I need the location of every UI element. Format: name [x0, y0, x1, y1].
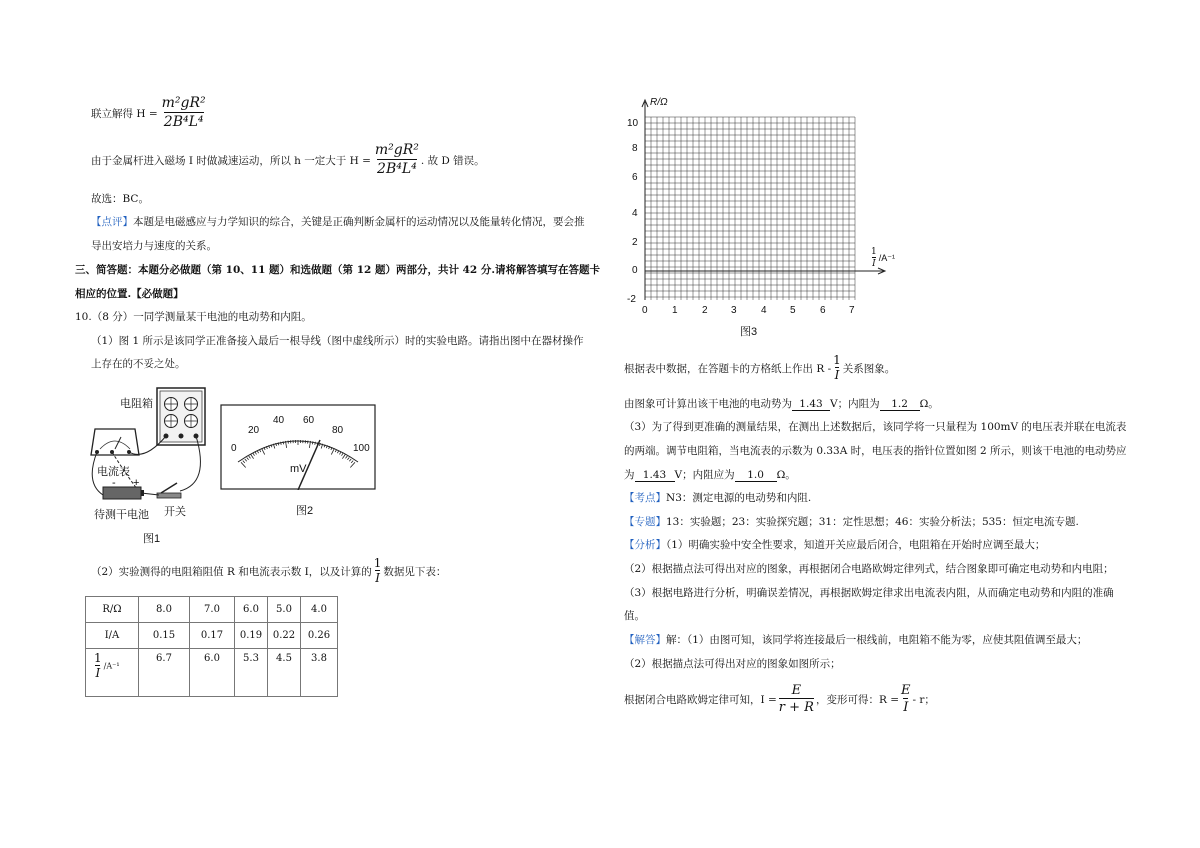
fraction-denominator: I: [834, 368, 840, 382]
meter-tick-80: 80: [332, 425, 344, 436]
x-tick-4: 4: [761, 305, 767, 316]
fraction-numerator: 1: [94, 651, 102, 665]
y-tick-10: 10: [627, 118, 639, 129]
emf-answer-2: 1.43: [635, 469, 675, 482]
text: ，变形可得：R =: [815, 693, 900, 706]
table-cell: 6.0: [190, 649, 235, 697]
y-tick-8: 8: [632, 143, 638, 154]
table-cell: 5.0: [268, 597, 301, 623]
kaodian-tag: 【考点】: [624, 492, 666, 504]
r-line-3: （3）为了得到更准确的测量结果，在测出上述数据后，该同学将一只量程为 100mV 的电压表并联在电流表: [624, 421, 1127, 433]
ohm-law-line: [624, 678, 935, 720]
jieda-line: [624, 632, 1087, 647]
table-cell: 6.7: [139, 649, 190, 697]
table-row: [86, 623, 338, 649]
text: 由图象可计算出该干电池的电动势为: [624, 398, 792, 410]
formula-numerator: m²gR²: [161, 95, 206, 111]
text: （2）实验测得的电阻箱阻值 R 和电流表示数 I，以及计算的: [91, 565, 372, 578]
reciprocal-fraction: [833, 354, 841, 382]
fraction-numerator: 1: [373, 556, 382, 570]
y-tick-4: 4: [632, 208, 638, 219]
table-header-cell: R/Ω: [86, 597, 139, 623]
meter-tick-20: 20: [248, 425, 260, 436]
resistance-answer-2: 1.0: [735, 469, 777, 482]
fraction-denominator: I: [375, 571, 380, 585]
y-tick-0: 0: [632, 265, 638, 276]
text: Ω。: [919, 398, 939, 410]
fenxi-line-3b: 值。: [624, 610, 645, 622]
r-line-1: [624, 350, 895, 386]
text: 由于金属杆进入磁场 I 时做减速运动，所以 h 一定大于 H =: [91, 154, 371, 167]
reciprocal-fraction: [871, 247, 877, 269]
reciprocal-fraction: [94, 652, 102, 680]
x-unit: /A⁻¹: [878, 252, 895, 263]
fenxi-tag: 【分析】: [624, 539, 666, 551]
text: 13：实验题；23：实验探究题；31：定性思想；46：实验分析法；535：恒定电流专题.: [666, 516, 1079, 528]
fraction-numerator: 1: [833, 353, 841, 367]
table-cell: 0.17: [190, 623, 235, 649]
table-header-cell: [86, 649, 139, 697]
review-text: 本题是电磁感应与力学知识的综合，关键是正确判断金属杆的运动情况以及能量转化情况，要会推: [133, 216, 585, 228]
fraction-denominator: r + R: [778, 700, 814, 715]
fig1-plus: +: [133, 477, 140, 489]
fenxi-line-2: （2）根据描点法可得出对应的图象，再根据闭合电路欧姆定律列式，结合图象即可确定电动势和内电阻；: [624, 563, 1114, 575]
line-h-compare: [91, 140, 485, 180]
r-line-2: [624, 396, 939, 411]
table-header-cell: I/A: [86, 623, 139, 649]
r-line-3b: 的两端。调节电阻箱，当电流表的示数为 0.33A 时，电压表的指针位置如图 2 所示，则该干电池的电动势应: [624, 445, 1127, 457]
formula-denominator: 2B⁴L⁴: [377, 161, 417, 177]
x-tick-3: 3: [731, 305, 737, 316]
fraction-numerator: E: [791, 683, 802, 698]
ohm-fraction: [779, 683, 814, 715]
line-h-result: [91, 93, 208, 133]
text: 数据见下表：: [383, 565, 447, 578]
table-cell: 4.0: [301, 597, 338, 623]
emf-answer-1: 1.43: [792, 398, 830, 411]
x-tick-2: 2: [702, 305, 708, 316]
question-10-part1b: 上存在的不妥之处。: [91, 358, 186, 370]
table-cell: 7.0: [190, 597, 235, 623]
jieda-line-2: （2）根据描点法可得出对应的图象如图所示；: [624, 658, 841, 670]
meter-tick-100: 100: [353, 443, 370, 454]
table-row: [86, 597, 338, 623]
fraction-numerator: 1: [871, 247, 877, 257]
x-tick-7: 7: [849, 305, 855, 316]
zhuanti-tag: 【专题】: [624, 516, 666, 528]
fig3-x-label: [869, 247, 895, 269]
question-10: 10.（8 分）一同学测量某干电池的电动势和内阻。: [75, 311, 312, 323]
text: - r；: [912, 693, 935, 706]
x-tick-5: 5: [790, 305, 796, 316]
text: Ω。: [776, 469, 796, 481]
fig1-minus: -: [112, 477, 116, 489]
fig1-box-label: 电阻箱: [120, 398, 153, 410]
fig3-y-label: R/Ω: [650, 97, 668, 108]
table-cell: 0.19: [235, 623, 268, 649]
table-cell: 3.8: [301, 649, 338, 697]
table-cell: 0.22: [268, 623, 301, 649]
text: 联立解得 H =: [91, 107, 158, 120]
text: N3：测定电源的电动势和内阻.: [666, 492, 812, 504]
meter-tick-60: 60: [303, 415, 315, 426]
fenxi-line-3: （3）根据电路进行分析，明确误差情况，再根据欧姆定律求出电流表内阻，从而确定电动势和内阻的准确: [624, 587, 1114, 599]
meter-tick-0: 0: [231, 443, 237, 454]
table-cell: 8.0: [139, 597, 190, 623]
fenxi-line: [624, 537, 1045, 552]
jieda-tag: 【解答】: [624, 634, 666, 646]
text: V；内阻为: [830, 398, 880, 410]
y-tick-6: 6: [632, 172, 638, 183]
h-formula-2: [375, 142, 419, 178]
fig2-caption: 图2: [296, 505, 314, 517]
section-title-2: 相应的位置.【必做题】: [75, 288, 184, 300]
review-line: [91, 214, 585, 229]
text: 根据闭合电路欧姆定律可知，I =: [624, 693, 777, 706]
ohm-fraction-2: [901, 683, 911, 715]
h-formula: [162, 95, 206, 131]
fraction-denominator: I: [903, 700, 909, 715]
table-cell: 4.5: [268, 649, 301, 697]
question-10-part2: [91, 553, 446, 589]
resistance-answer-1: 1.2: [880, 398, 920, 411]
meter-unit: mV: [290, 463, 307, 475]
table-cell: 5.3: [235, 649, 268, 697]
reciprocal-fraction: [374, 557, 382, 585]
text: （1）明确实验中安全性要求，知道开关应最后闭合，电阻箱在开始时应调至最大；: [666, 539, 1046, 551]
figure-3-grid: [620, 95, 900, 315]
y-tick-neg2: -2: [627, 294, 636, 305]
text: 关系图象。: [842, 362, 896, 375]
kaodian-line: [624, 490, 811, 505]
fig1-switch-label: 开关: [164, 506, 186, 518]
section-title: 三、简答题：本题分必做题（第 10、11 题）和选做题（第 12 题）两部分，共计 42 分.请将解答填写在答题卡: [75, 264, 601, 276]
text: . 故 D 错误。: [420, 154, 485, 167]
x-tick-6: 6: [820, 305, 826, 316]
text: 解：（1）由图可知，该同学将连接最后一根线前，电阻箱不能为零，应使其阻值调至最大；: [666, 634, 1088, 646]
review-tag: 【点评】: [91, 216, 133, 228]
x-tick-0: 0: [642, 305, 648, 316]
fraction-denominator: I: [872, 259, 876, 269]
table-row: [86, 649, 338, 697]
formula-numerator: m²gR²: [374, 142, 419, 158]
fig3-caption: 图3: [740, 326, 758, 338]
review-line-2: 导出安培力与速度的关系。: [91, 240, 217, 252]
zhuanti-line: [624, 514, 1079, 529]
table-cell: 6.0: [235, 597, 268, 623]
formula-denominator: 2B⁴L⁴: [163, 114, 204, 130]
fig1-caption: 图1: [143, 533, 161, 545]
text: 为: [624, 469, 635, 481]
text: 根据表中数据，在答题卡的方格纸上作出 R -: [624, 362, 832, 375]
r-line-4: [624, 467, 796, 482]
table-cell: 0.26: [301, 623, 338, 649]
fig1-battery-label: 待测干电池: [94, 509, 149, 521]
question-10-part1: （1）图 1 所示是该同学正准备接入最后一根导线（图中虚线所示）时的实验电路。请指出图中在器材操作: [91, 335, 584, 347]
switch: [157, 493, 181, 498]
answer-line: 故选：BC。: [91, 193, 149, 205]
meter-tick-40: 40: [273, 415, 285, 426]
y-tick-2: 2: [632, 237, 638, 248]
unit: /A⁻¹: [103, 661, 120, 671]
fraction-numerator: E: [901, 683, 911, 698]
data-table: [85, 596, 338, 697]
x-tick-1: 1: [672, 305, 678, 316]
fraction-denominator: I: [95, 666, 101, 680]
table-cell: 0.15: [139, 623, 190, 649]
text: V；内阻应为: [674, 469, 735, 481]
fig1-ammeter-label: 电流表: [97, 466, 130, 478]
